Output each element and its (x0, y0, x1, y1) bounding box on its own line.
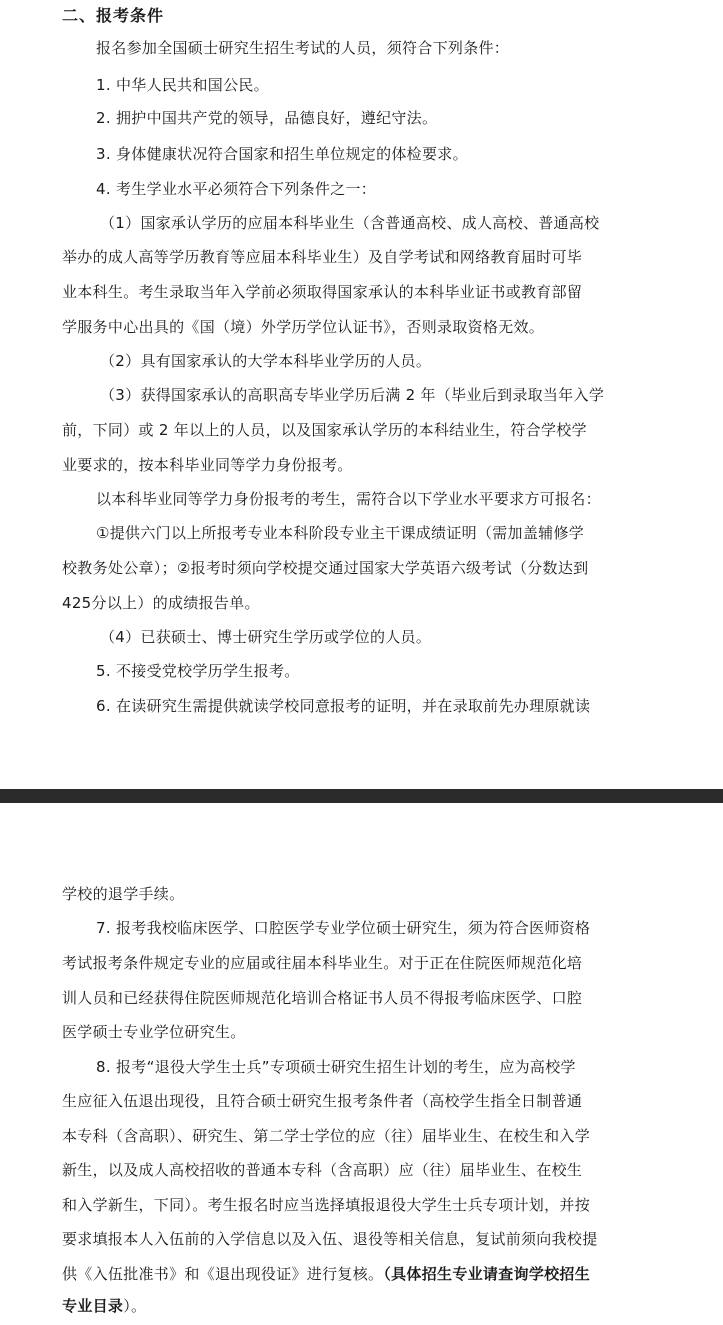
paragraph-line: 4. 考生学业水平必须符合下列条件之一： (96, 180, 377, 198)
paragraph-line: 新生，以及成人高校招收的普通本专科（含高职）应（往）届毕业生、在校生 (62, 1161, 583, 1179)
paragraph-line: 业要求的，按本科毕业同等学力身份报考。 (62, 456, 353, 474)
paragraph-line: 8. 报考“退役大学生士兵”专项硕士研究生招生计划的考生，应为高校学 (96, 1058, 576, 1076)
paragraph-line: ①提供六门以上所报考专业本科阶段专业主干课成绩证明（需加盖辅修学 (96, 524, 585, 542)
paragraph-line: 要求填报本人入伍前的入学信息以及入伍、退役等相关信息，复试前须向我校提 (62, 1230, 598, 1248)
paragraph-line: 以本科毕业同等学力身份报考的考生，需符合以下学业水平要求方可报名： (96, 490, 601, 508)
paragraph-line: 6. 在读研究生需提供就读学校同意报考的证明，并在录取前先办理原就读 (96, 697, 591, 715)
paragraph-line: （4）已获硕士、博士研究生学历或学位的人员。 (100, 628, 432, 646)
paragraph-line-mixed (62, 1295, 146, 1317)
paragraph-line: 前，下同）或 2 年以上的人员，以及国家承认学历的本科结业生，符合学校学 (62, 421, 587, 439)
paragraph-line: 7. 报考我校临床医学、口腔医学专业学位硕士研究生，须为符合医师资格 (96, 919, 591, 937)
paragraph-line: 校教务处公章）；②报考时须向学校提交通过国家大学英语六级考试（分数达到 (62, 559, 589, 577)
paragraph-line: 报名参加全国硕士研究生招生考试的人员，须符合下列条件： (96, 39, 510, 57)
paragraph-line: 和入学新生，下同）。考生报名时应当选择填报退役大学生士兵专项计划，并按 (62, 1196, 591, 1214)
emphasis-text: （具体招生专业请查询学校招生 (383, 1265, 591, 1283)
paragraph-line: （2）具有国家承认的大学本科毕业学历的人员。 (100, 352, 432, 370)
paragraph-line: 考试报考条件规定专业的应届或往届本科毕业生。对于正在住院医师规范化培 (62, 954, 583, 972)
paragraph-text: ）。 (123, 1297, 147, 1315)
paragraph-line: 医学硕士专业学位研究生。 (62, 1023, 246, 1041)
paragraph-line: 5. 不接受党校学历学生报考。 (96, 662, 300, 680)
paragraph-line: 本专科（含高职）、研究生、第二学士学位的应（往）届毕业生、在校生和入学 (62, 1127, 591, 1145)
paragraph-line: 举办的成人高等学历教育等应届本科毕业生）及自学考试和网络教育届时可毕 (62, 248, 583, 266)
paragraph-line: 425分以上）的成绩报告单。 (62, 594, 260, 612)
paragraph-line: 生应征入伍退出现役，且符合硕士研究生报考条件者（高校学生指全日制普通 (62, 1092, 583, 1110)
page-break-bar (0, 789, 723, 803)
paragraph-line: 学校的退学手续。 (62, 885, 185, 903)
section-heading: 二、报考条件 (62, 6, 165, 25)
paragraph-line: 训人员和已经获得住院医师规范化培训合格证书人员不得报考临床医学、口腔 (62, 989, 583, 1007)
paragraph-line: 1. 中华人民共和国公民。 (96, 76, 269, 94)
paragraph-line: 学服务中心出具的《国（境）外学历学位认证书》，否则录取资格无效。 (62, 318, 545, 336)
paragraph-line: 3. 身体健康状况符合国家和招生单位规定的体检要求。 (96, 145, 468, 163)
paragraph-line: （1）国家承认学历的应届本科毕业生（含普通高校、成人高校、普通高校 (100, 214, 600, 232)
paragraph-line: 业本科生。考生录取当年入学前必须取得国家承认的本科毕业证书或教育部留 (62, 283, 583, 301)
document-page-bottom (0, 803, 723, 1325)
paragraph-line: （3）获得国家承认的高职高专毕业学历后满 2 年（毕业后到录取当年入学 (100, 386, 605, 404)
paragraph-line: 2. 拥护中国共产党的领导，品德良好，遵纪守法。 (96, 109, 438, 127)
paragraph-text: 供《入伍批准书》和《退出现役证》进行复核。 (62, 1265, 384, 1283)
emphasis-text: 专业目录 (62, 1297, 124, 1315)
paragraph-line-mixed (62, 1263, 590, 1285)
